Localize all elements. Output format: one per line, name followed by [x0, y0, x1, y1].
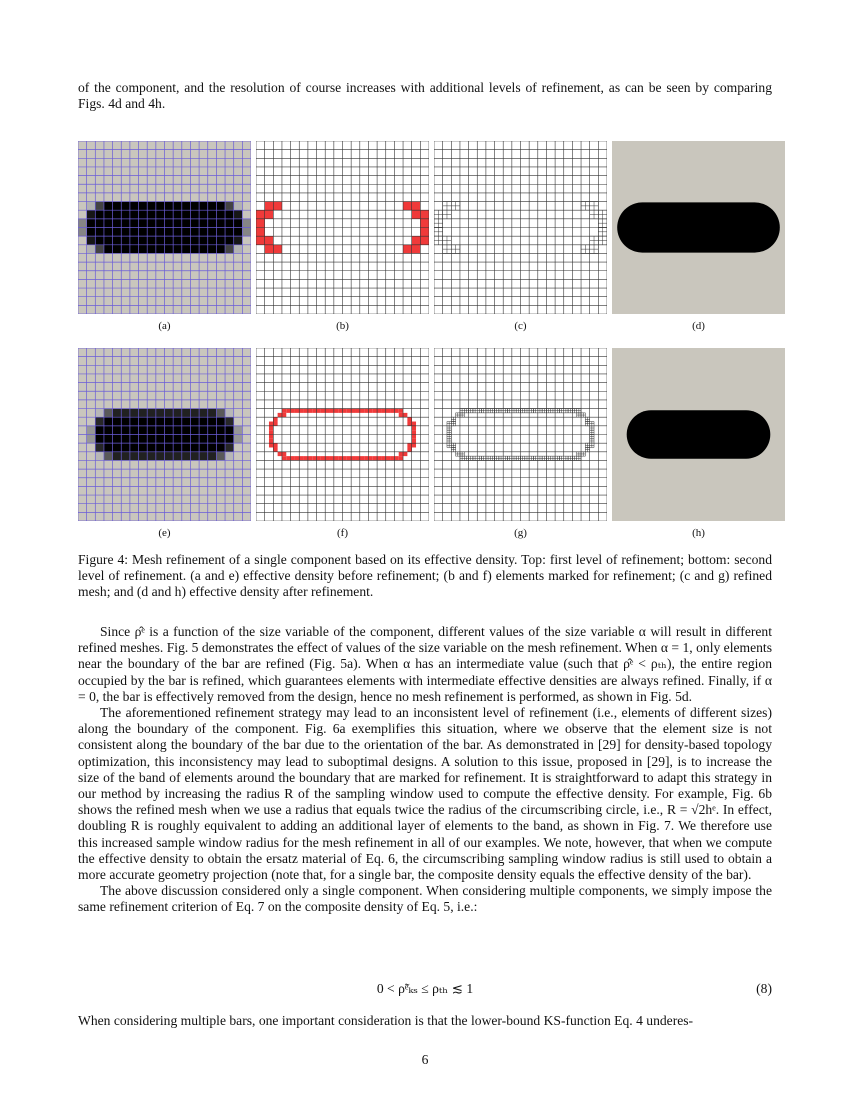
closing-paragraph: When considering multiple bars, one important consideration is that the lower-bound KS-function Eq. 4 underes-	[78, 1013, 694, 1028]
figure-panel-d	[612, 141, 785, 314]
subcaption: (h)	[692, 527, 705, 539]
subcaption: (g)	[514, 527, 527, 539]
subcaption: (f)	[337, 527, 348, 539]
subcaption: (d)	[692, 320, 705, 332]
body-text	[78, 624, 772, 916]
figure-panel-g	[434, 348, 607, 521]
figure-caption: Figure 4: Mesh refinement of a single component based on its effective density. Top: first level of refinement; bottom: second level of refinement. (a and e) effective density before refinement; (b and f) elements marked for refinement; (c and g) refined mesh; and (d and h) effective density after refinement.	[78, 552, 772, 600]
figure-panel-e	[78, 348, 251, 521]
paragraph: The above discussion considered only a single component. When considering multiple components, we simply impose the same refinement criterion of Eq. 7 on the composite density of Eq. 5, i.e.:	[78, 883, 772, 915]
subcaption: (a)	[158, 320, 171, 332]
subcaption: (b)	[336, 320, 349, 332]
figure-panel-c	[434, 141, 607, 314]
figure-panel-h	[612, 348, 785, 521]
intro-paragraph: of the component, and the resolution of course increases with additional levels of refinement, as can be seen by comparing Figs. 4d and 4h.	[78, 80, 772, 112]
page-number: 6	[421, 1052, 429, 1067]
paragraph: The aforementioned refinement strategy may lead to an inconsistent level of refinement (i.e., elements of different sizes) along the boundary of the component. Fig. 6a exemplifies this situation, where we observe that the element size is not consistent along the boundary of the bar due to the orientation of the bar. As demonstrated in [29] for density-based topology optimization, this inconsistency may lead to suboptimal designs. A solution to this issue, proposed in [29], is to increase the size of the band of elements around the boundary that are marked for refinement. It is straightforward to adapt this strategy in our method by increasing the radius R of the sampling window used to compute the effective density. For example, Fig. 6b shows the refined mesh when we use a radius that equals twice the radius of the circumscribing circle, i.e., R = √2hᵉ. In effect, doubling R is roughly equivalent to adding an additional layer of elements to the band, as shown in Fig. 7. We therefore use this increased sample window radius for the mesh refinement in all of our examples. We note, however, that when we compute the effective density to obtain the ersatz material of Eq. 6, the circumscribing sampling window radius is still used to obtain a more accurate geometry projection (note that, for a single bar, the composite density equals the effective density of the bar).	[78, 705, 772, 883]
subcaption: (c)	[514, 320, 527, 332]
paragraph: Since ρ̂ᵉ is a function of the size variable of the component, different values of the size variable α will result in different refined meshes. Fig. 5 demonstrates the effect of values of the size variable on the mesh refinement. When α = 1, only elements near the boundary of the bar are refined (Fig. 5a). When α has an intermediate value (such that ρ̂ᵉ < ρₜₕ), the entire region occupied by the bar is refined, which guarantees elements with intermediate effective densities are always refined. Finally, if α = 0, the bar is effectively removed from the design, hence no mesh refinement is performed, as shown in Fig. 5d.	[78, 624, 772, 704]
figure-panel-b	[256, 141, 429, 314]
subcaption: (e)	[158, 527, 171, 539]
figure-panel-a	[78, 141, 251, 314]
figure-panel-f	[256, 348, 429, 521]
